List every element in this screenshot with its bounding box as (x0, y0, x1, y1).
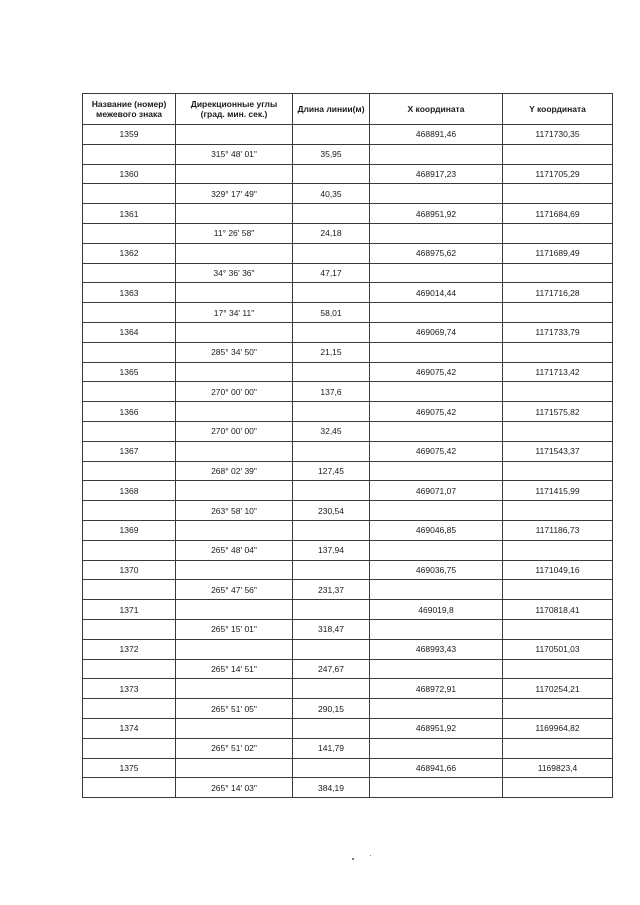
empty-cell (370, 619, 503, 639)
empty-cell (176, 362, 293, 382)
empty-cell (503, 382, 613, 402)
empty-cell (370, 223, 503, 243)
table-row (83, 441, 613, 461)
empty-cell (83, 778, 176, 798)
empty-cell (293, 243, 370, 263)
y-coordinate-cell: 1171713,42 (503, 362, 613, 382)
empty-cell (370, 184, 503, 204)
point-name-cell: 1369 (83, 520, 176, 540)
empty-cell (503, 738, 613, 758)
empty-cell (83, 619, 176, 639)
empty-cell (370, 501, 503, 521)
empty-cell (370, 421, 503, 441)
empty-cell (83, 461, 176, 481)
table-row (83, 164, 613, 184)
direction-angle-cell: 265° 51' 02" (176, 738, 293, 758)
header-point-name-line1: Название (номер) (91, 99, 167, 109)
point-name-cell: 1359 (83, 125, 176, 145)
direction-angle-cell: 285° 34' 50" (176, 342, 293, 362)
table-row (83, 738, 613, 758)
point-name-cell: 1372 (83, 639, 176, 659)
line-length-cell: 230,54 (293, 501, 370, 521)
x-coordinate-cell: 468917,23 (370, 164, 503, 184)
direction-angle-cell: 270° 00' 00" (176, 382, 293, 402)
empty-cell (293, 362, 370, 382)
x-coordinate-cell: 469075,42 (370, 362, 503, 382)
direction-angle-cell: 315° 48' 01" (176, 144, 293, 164)
y-coordinate-cell: 1170254,21 (503, 679, 613, 699)
header-line-length: Длина линии(м) (293, 94, 370, 125)
empty-cell (370, 778, 503, 798)
empty-cell (370, 303, 503, 323)
table-row (83, 659, 613, 679)
y-coordinate-cell: 1171575,82 (503, 402, 613, 422)
empty-cell (176, 560, 293, 580)
table-row (83, 204, 613, 224)
empty-cell (83, 184, 176, 204)
empty-cell (176, 441, 293, 461)
table-row (83, 243, 613, 263)
empty-cell (503, 223, 613, 243)
x-coordinate-cell: 468975,62 (370, 243, 503, 263)
table-row (83, 580, 613, 600)
table-row (83, 144, 613, 164)
empty-cell (176, 283, 293, 303)
empty-cell (503, 580, 613, 600)
y-coordinate-cell: 1169823,4 (503, 758, 613, 778)
empty-cell (370, 342, 503, 362)
empty-cell (370, 382, 503, 402)
table-row (83, 560, 613, 580)
line-length-cell: 141,79 (293, 738, 370, 758)
empty-cell (176, 481, 293, 501)
x-coordinate-cell: 469075,42 (370, 441, 503, 461)
table-row (83, 362, 613, 382)
table-row (83, 263, 613, 283)
line-length-cell: 35,95 (293, 144, 370, 164)
y-coordinate-cell: 1169964,82 (503, 718, 613, 738)
empty-cell (370, 144, 503, 164)
empty-cell (293, 718, 370, 738)
direction-angle-cell: 17° 34' 11" (176, 303, 293, 323)
x-coordinate-cell: 468972,91 (370, 679, 503, 699)
direction-angle-cell: 263° 58' 10" (176, 501, 293, 521)
empty-cell (503, 144, 613, 164)
point-name-cell: 1364 (83, 322, 176, 342)
x-coordinate-cell: 469075,42 (370, 402, 503, 422)
direction-angle-cell: 265° 14' 03" (176, 778, 293, 798)
empty-cell (83, 382, 176, 402)
empty-cell (83, 659, 176, 679)
empty-cell (370, 461, 503, 481)
table-row (83, 501, 613, 521)
direction-angle-cell: 329° 17' 49" (176, 184, 293, 204)
line-length-cell: 32,45 (293, 421, 370, 441)
boundary-points-table (82, 93, 613, 798)
empty-cell (503, 421, 613, 441)
header-y-coordinate: Y координата (503, 94, 613, 125)
table-row (83, 322, 613, 342)
direction-angle-cell: 265° 48' 04" (176, 540, 293, 560)
direction-angle-cell: 268° 02' 39" (176, 461, 293, 481)
table-row (83, 619, 613, 639)
point-name-cell: 1374 (83, 718, 176, 738)
point-name-cell: 1362 (83, 243, 176, 263)
empty-cell (176, 164, 293, 184)
scan-speck (352, 858, 354, 860)
direction-angle-cell: 11° 26' 58" (176, 223, 293, 243)
x-coordinate-cell: 468951,92 (370, 204, 503, 224)
point-name-cell: 1368 (83, 481, 176, 501)
y-coordinate-cell: 1171705,29 (503, 164, 613, 184)
table-row (83, 184, 613, 204)
point-name-cell: 1361 (83, 204, 176, 224)
line-length-cell: 318,47 (293, 619, 370, 639)
table-row (83, 540, 613, 560)
direction-angle-cell: 270° 00' 00" (176, 421, 293, 441)
table-body (83, 125, 613, 798)
line-length-cell: 47,17 (293, 263, 370, 283)
empty-cell (176, 758, 293, 778)
empty-cell (176, 322, 293, 342)
table-row (83, 758, 613, 778)
scan-speck (370, 855, 371, 856)
empty-cell (293, 560, 370, 580)
empty-cell (293, 481, 370, 501)
empty-cell (83, 144, 176, 164)
table-row (83, 421, 613, 441)
empty-cell (83, 303, 176, 323)
x-coordinate-cell: 468993,43 (370, 639, 503, 659)
direction-angle-cell: 34° 36' 36" (176, 263, 293, 283)
empty-cell (83, 580, 176, 600)
empty-cell (503, 699, 613, 719)
x-coordinate-cell: 469071,07 (370, 481, 503, 501)
table-row (83, 481, 613, 501)
empty-cell (503, 263, 613, 283)
line-length-cell: 137,94 (293, 540, 370, 560)
empty-cell (83, 699, 176, 719)
line-length-cell: 127,45 (293, 461, 370, 481)
empty-cell (83, 263, 176, 283)
x-coordinate-cell: 469069,74 (370, 322, 503, 342)
x-coordinate-cell: 468891,46 (370, 125, 503, 145)
y-coordinate-cell: 1171733,79 (503, 322, 613, 342)
empty-cell (83, 501, 176, 521)
line-length-cell: 137,6 (293, 382, 370, 402)
header-point-name-line2: межевого знака (96, 109, 162, 119)
point-name-cell: 1375 (83, 758, 176, 778)
empty-cell (503, 342, 613, 362)
y-coordinate-cell: 1171730,35 (503, 125, 613, 145)
empty-cell (503, 184, 613, 204)
empty-cell (293, 758, 370, 778)
empty-cell (293, 204, 370, 224)
empty-cell (503, 501, 613, 521)
direction-angle-cell: 265° 15' 01" (176, 619, 293, 639)
header-direction-angle-line1: Дирекционные углы (190, 99, 278, 109)
line-length-cell: 231,37 (293, 580, 370, 600)
empty-cell (176, 402, 293, 422)
empty-cell (176, 679, 293, 699)
empty-cell (293, 441, 370, 461)
table-row (83, 699, 613, 719)
empty-cell (503, 540, 613, 560)
direction-angle-cell: 265° 51' 05" (176, 699, 293, 719)
x-coordinate-cell: 468941,66 (370, 758, 503, 778)
line-length-cell: 40,35 (293, 184, 370, 204)
x-coordinate-cell: 468951,92 (370, 718, 503, 738)
empty-cell (83, 342, 176, 362)
line-length-cell: 247,67 (293, 659, 370, 679)
empty-cell (83, 738, 176, 758)
empty-cell (370, 659, 503, 679)
table-row (83, 402, 613, 422)
point-name-cell: 1366 (83, 402, 176, 422)
table-row (83, 342, 613, 362)
line-length-cell: 24,18 (293, 223, 370, 243)
empty-cell (83, 540, 176, 560)
empty-cell (293, 125, 370, 145)
empty-cell (176, 125, 293, 145)
empty-cell (370, 738, 503, 758)
y-coordinate-cell: 1171689,49 (503, 243, 613, 263)
point-name-cell: 1367 (83, 441, 176, 461)
empty-cell (503, 303, 613, 323)
x-coordinate-cell: 469014,44 (370, 283, 503, 303)
line-length-cell: 290,15 (293, 699, 370, 719)
x-coordinate-cell: 469036,75 (370, 560, 503, 580)
empty-cell (176, 718, 293, 738)
table-row (83, 639, 613, 659)
point-name-cell: 1360 (83, 164, 176, 184)
empty-cell (176, 600, 293, 620)
point-name-cell: 1371 (83, 600, 176, 620)
direction-angle-cell: 265° 14' 51" (176, 659, 293, 679)
table-row (83, 778, 613, 798)
empty-cell (293, 639, 370, 659)
empty-cell (293, 283, 370, 303)
empty-cell (370, 580, 503, 600)
empty-cell (293, 679, 370, 699)
header-point-name (83, 94, 176, 125)
point-name-cell: 1365 (83, 362, 176, 382)
table-row (83, 223, 613, 243)
y-coordinate-cell: 1171684,69 (503, 204, 613, 224)
header-direction-angle-line2: (град. мин. сек.) (200, 109, 268, 119)
point-name-cell: 1363 (83, 283, 176, 303)
table-row (83, 461, 613, 481)
line-length-cell: 384,19 (293, 778, 370, 798)
table-row (83, 303, 613, 323)
y-coordinate-cell: 1171543,37 (503, 441, 613, 461)
empty-cell (176, 520, 293, 540)
y-coordinate-cell: 1171049,16 (503, 560, 613, 580)
table-row (83, 125, 613, 145)
table-row (83, 382, 613, 402)
empty-cell (293, 600, 370, 620)
point-name-cell: 1373 (83, 679, 176, 699)
empty-cell (293, 402, 370, 422)
empty-cell (293, 322, 370, 342)
y-coordinate-cell: 1171186,73 (503, 520, 613, 540)
header-x-coordinate: X координата (370, 94, 503, 125)
empty-cell (503, 778, 613, 798)
empty-cell (83, 421, 176, 441)
header-direction-angle (176, 94, 293, 125)
y-coordinate-cell: 1171716,28 (503, 283, 613, 303)
empty-cell (293, 520, 370, 540)
table-row (83, 679, 613, 699)
empty-cell (503, 619, 613, 639)
table-row (83, 520, 613, 540)
x-coordinate-cell: 469046,85 (370, 520, 503, 540)
empty-cell (370, 540, 503, 560)
empty-cell (370, 263, 503, 283)
table-row (83, 600, 613, 620)
table-row (83, 283, 613, 303)
empty-cell (176, 243, 293, 263)
y-coordinate-cell: 1171415,99 (503, 481, 613, 501)
line-length-cell: 21,15 (293, 342, 370, 362)
point-name-cell: 1370 (83, 560, 176, 580)
x-coordinate-cell: 469019,8 (370, 600, 503, 620)
direction-angle-cell: 265° 47' 56" (176, 580, 293, 600)
empty-cell (293, 164, 370, 184)
empty-cell (370, 699, 503, 719)
y-coordinate-cell: 1170818,41 (503, 600, 613, 620)
empty-cell (503, 461, 613, 481)
empty-cell (503, 659, 613, 679)
line-length-cell: 58,01 (293, 303, 370, 323)
empty-cell (83, 223, 176, 243)
empty-cell (176, 204, 293, 224)
empty-cell (176, 639, 293, 659)
table-row (83, 718, 613, 738)
table-header-row (83, 94, 613, 125)
y-coordinate-cell: 1170501,03 (503, 639, 613, 659)
